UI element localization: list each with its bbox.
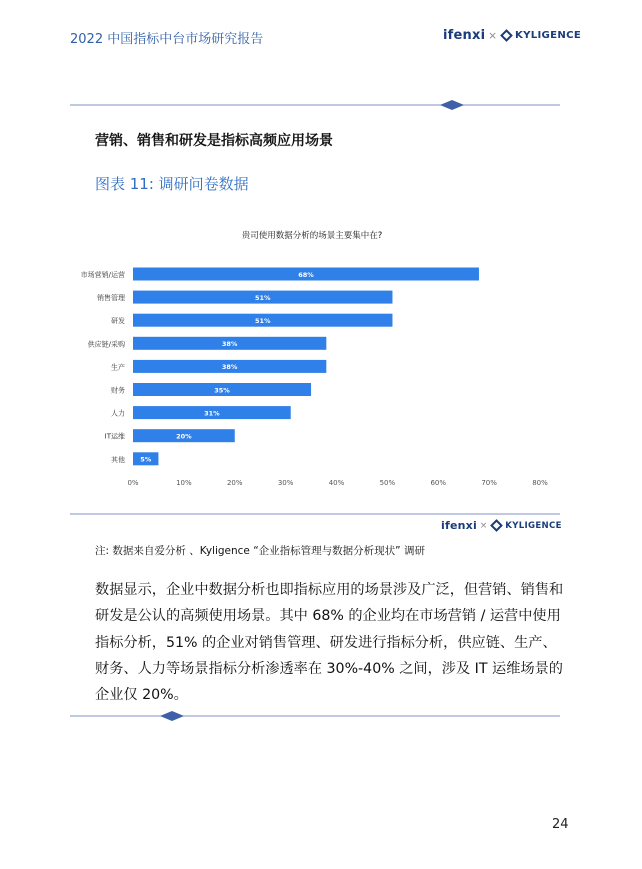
chart-source-logo [441,519,562,532]
source-note: 注: 数据来自爱分析 、Kyligence “企业指标管理与数据分析现状” 调研 [95,545,425,557]
x-tick-label: 0% [127,479,139,487]
kyligence-logo: KYLIGENCE [505,520,562,531]
category-label: 其他 [111,455,125,464]
bar-value-label: 38% [221,363,238,372]
category-label: 销售管理 [97,294,125,303]
kyligence-logo: KYLIGENCE [514,30,582,41]
section-heading: 营销、销售和研发是指标高频应用场景 [95,133,333,149]
x-tick-label: 10% [176,479,192,487]
ifenxi-logo: ifenxi [441,519,477,532]
figure-title: 图表 11: 调研问卷数据 [95,175,249,193]
bar-value-label: 51% [254,317,271,325]
x-tick-label: 20% [226,479,243,487]
category-label: 财务 [111,386,125,395]
bar-value-label: 31% [204,409,220,418]
bar-value-label: 35% [214,386,230,395]
bar-value-label: 68% [298,270,314,279]
x-tick-label: 70% [481,479,497,487]
x-tick-label: 60% [430,479,447,487]
report-title: 2022 中国指标中台市场研究报告 [70,32,264,47]
page-number: 24 [552,817,569,832]
category-label: 人力 [111,409,125,418]
x-tick-label: 50% [379,479,396,487]
x-tick-label: 30% [277,479,294,487]
chart-title: 贵司使用数据分析的场景主要集中在? [241,231,383,241]
bar-value-label: 5% [140,455,152,464]
x-tick-label: 80% [532,479,548,487]
category-label: 研发 [111,317,125,326]
category-label: 市场营销/运营 [80,271,125,279]
body-paragraph: 数据显示，企业中数据分析也即指标应用的场景涉及广泛，但营销、销售和研发是公认的高频使用场景。其中 68% 的企业均在市场营销 / 运营中使用指标分析，51% 的企业对销售管理、研发进行指标分析，供应链、生产、财务、人力等场景指标分析渗透率在 30%-40% 之间，涉及 IT 运维场景的企业仅 20%。 [95,582,564,704]
bar-value-label: 20% [176,432,192,441]
body-rule-diamond-icon [160,711,184,721]
logo-separator: × [488,29,497,42]
logo-separator: × [479,520,488,531]
kyligence-mark-icon [490,519,503,532]
bar-value-label: 38% [221,340,238,349]
category-label: 供应链/采购 [87,340,125,349]
category-label: IT运维 [104,432,125,441]
ifenxi-logo: ifenxi [443,28,486,43]
x-tick-label: 40% [328,479,345,487]
bar-value-label: 51% [254,293,271,302]
category-label: 生产 [111,363,125,372]
